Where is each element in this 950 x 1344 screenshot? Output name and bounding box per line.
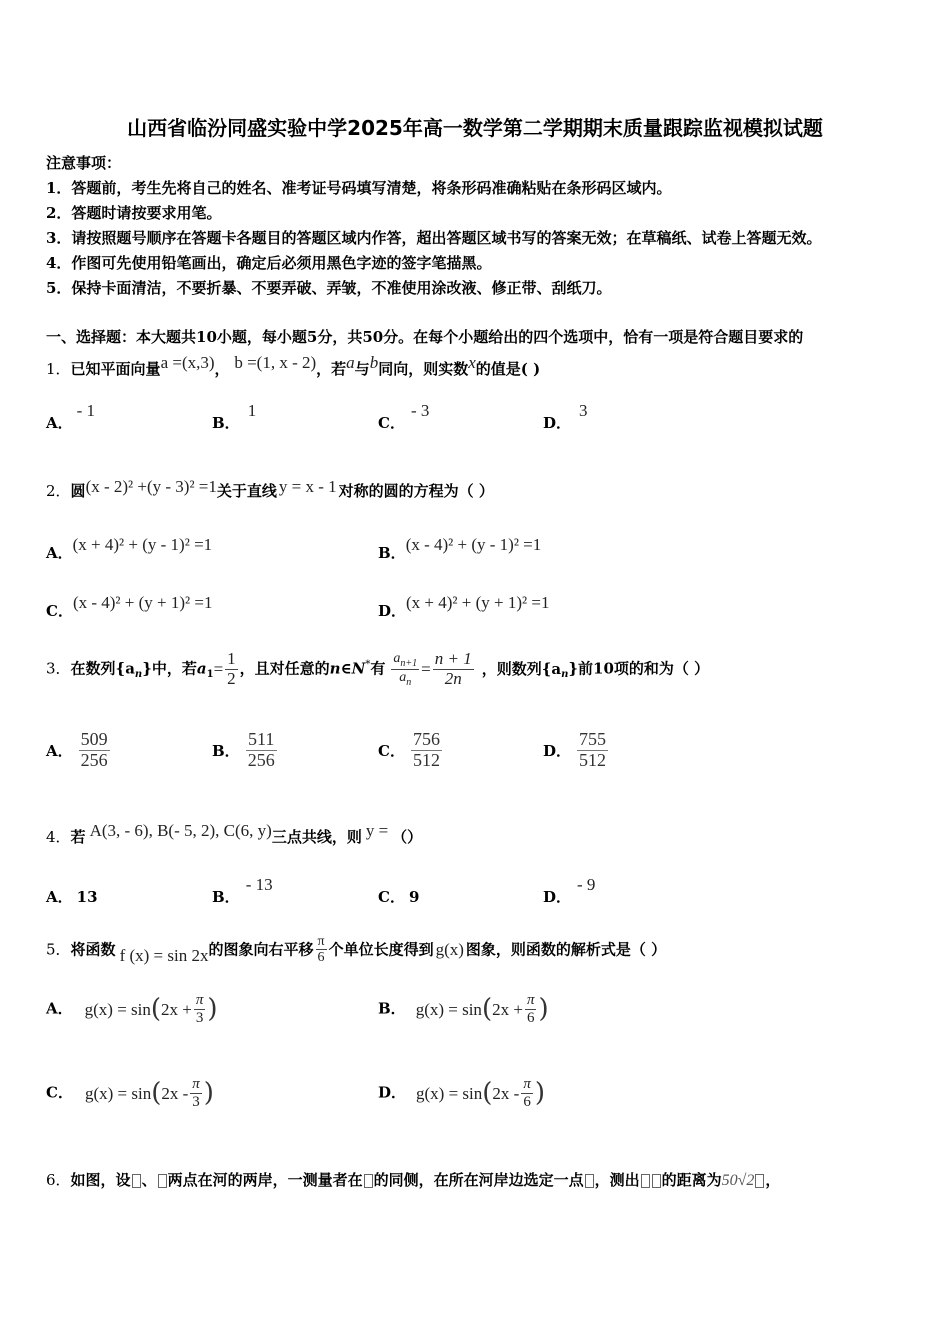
missing-glyph-icon bbox=[585, 1174, 594, 1188]
subscript: n bbox=[406, 676, 412, 688]
fraction-num: a bbox=[393, 650, 401, 666]
question-text: 若 bbox=[70, 828, 86, 846]
option-a[interactable] bbox=[46, 730, 112, 771]
question-text: 如图，设 bbox=[70, 1171, 131, 1189]
question-text: （） bbox=[392, 828, 423, 846]
option-d[interactable] bbox=[543, 401, 588, 433]
fraction bbox=[391, 651, 419, 688]
fraction-num: π bbox=[317, 934, 325, 949]
option-value: 13 bbox=[76, 888, 98, 906]
subscript: 1 bbox=[206, 669, 214, 681]
missing-glyph-icon bbox=[364, 1174, 373, 1188]
option-label: B． bbox=[378, 544, 406, 562]
fraction bbox=[194, 992, 206, 1026]
question-text: 关于直线 bbox=[216, 482, 277, 500]
fraction bbox=[246, 730, 277, 771]
fraction bbox=[190, 1076, 202, 1110]
question-text: }前10项的和为（ ） bbox=[568, 659, 710, 678]
math-op: = bbox=[213, 659, 224, 679]
fraction bbox=[577, 730, 608, 771]
fraction-num: 511 bbox=[246, 730, 277, 751]
question-number: 1． bbox=[46, 360, 71, 378]
option-value: (x + 4)² + (y + 1)² =1 bbox=[406, 593, 550, 612]
option-label: A． bbox=[46, 888, 73, 906]
math-expr: f (x) = sin 2x bbox=[119, 946, 209, 966]
question-5 bbox=[46, 934, 666, 966]
fraction-den: 6 bbox=[523, 1093, 531, 1110]
question-number: 5． bbox=[46, 940, 71, 959]
question-text: ， bbox=[214, 360, 230, 378]
question-1 bbox=[46, 353, 541, 379]
notice-item: 5．保持卡面清洁，不要折暴、不要弄破、弄皱，不准使用涂改液、修正带、刮纸刀。 bbox=[46, 279, 612, 297]
fraction-num: 755 bbox=[579, 729, 607, 749]
notice-item: 3．请按照题号顺序在答题卡各题目的答题区域内作答，超出答题区域书写的答案无效；在草稿纸、试卷上答题无效。 bbox=[46, 229, 822, 247]
fraction-num: 1 bbox=[227, 649, 236, 668]
notice-item: 2．答题时请按要求用笔。 bbox=[46, 204, 222, 222]
option-expr: g(x) = sin bbox=[84, 1083, 152, 1103]
option-c[interactable] bbox=[46, 592, 213, 620]
question-text: 对称的圆的方程为（ ） bbox=[338, 482, 494, 500]
option-b[interactable]: B． g(x) = sin(2x + $\frac{\pi}{6}$ ) bbox=[378, 992, 549, 1026]
fraction-den: a bbox=[399, 669, 407, 685]
question-text: 图象，则函数的解析式是（ ） bbox=[465, 940, 667, 959]
question-text: 与 bbox=[354, 360, 370, 378]
section-heading: 一、选择题：本大题共10小题，每小题5分，共50分。在每个小题给出的四个选项中，恰有一项是符合题目要求的 bbox=[46, 328, 804, 346]
math-expr: a =(x,3) bbox=[160, 353, 215, 372]
math-expr: A(3, - 6), B(- 5, 2), C(6, y) bbox=[89, 821, 272, 840]
notice-item: 4．作图可先使用铅笔画出，确定后必须用黑色字迹的签字笔描黑。 bbox=[46, 254, 492, 272]
fraction bbox=[225, 650, 238, 688]
fraction-num: 756 bbox=[412, 729, 440, 749]
option-label: A． bbox=[46, 414, 73, 432]
option-b[interactable] bbox=[212, 730, 279, 771]
option-a[interactable] bbox=[46, 401, 96, 433]
math-expr: y = x - 1 bbox=[278, 477, 337, 496]
fraction-num: π bbox=[192, 1076, 200, 1092]
math-expr: 50√2 bbox=[721, 1172, 755, 1189]
option-d[interactable]: D． g(x) = sin(2x - $\frac{\pi}{6}$ ) bbox=[378, 1076, 546, 1110]
option-label: B． bbox=[212, 741, 240, 760]
math-expr: a bbox=[346, 353, 355, 372]
option-label: C． bbox=[46, 1083, 73, 1102]
option-label: C． bbox=[378, 888, 405, 906]
missing-glyph-icon bbox=[641, 1174, 650, 1188]
option-d[interactable] bbox=[543, 875, 596, 907]
fraction bbox=[79, 730, 110, 771]
question-text: ，则数列{a bbox=[481, 659, 562, 678]
fraction bbox=[433, 650, 474, 688]
option-b[interactable] bbox=[212, 401, 257, 433]
question-text: ，测出 bbox=[594, 1171, 640, 1189]
question-text: 的图象向右平移 bbox=[208, 940, 314, 959]
question-text: 有 bbox=[370, 659, 386, 678]
option-expr: g(x) = sin bbox=[415, 999, 482, 1019]
fraction-den: 512 bbox=[579, 749, 607, 770]
option-label: B． bbox=[378, 999, 406, 1018]
option-value: 3 bbox=[579, 401, 588, 420]
fraction-num: π bbox=[195, 992, 204, 1008]
subscript: n bbox=[134, 669, 143, 681]
fraction bbox=[521, 1076, 533, 1110]
option-label: D． bbox=[543, 888, 572, 906]
question-text: 的同侧，在所在河岸边选定一点 bbox=[373, 1171, 584, 1189]
option-value: - 1 bbox=[76, 401, 96, 420]
option-d[interactable] bbox=[378, 592, 550, 620]
option-a[interactable] bbox=[46, 886, 98, 907]
question-4 bbox=[46, 821, 423, 847]
question-2 bbox=[46, 477, 494, 501]
missing-glyph-icon bbox=[755, 1174, 764, 1188]
question-text: 三点共线，则 bbox=[271, 828, 362, 846]
notice-heading: 注意事项： bbox=[46, 154, 122, 172]
question-6 bbox=[46, 1169, 780, 1190]
question-text: ，且对任意的 bbox=[239, 659, 330, 678]
option-label: D． bbox=[543, 414, 572, 432]
option-b[interactable] bbox=[378, 534, 542, 562]
option-label: B． bbox=[212, 888, 240, 906]
option-label: D． bbox=[378, 602, 407, 620]
option-value: - 13 bbox=[245, 875, 273, 894]
fraction bbox=[411, 730, 442, 771]
fraction-num: 509 bbox=[80, 729, 108, 749]
math-expr: n∈N bbox=[329, 659, 366, 678]
option-c[interactable] bbox=[378, 401, 430, 433]
math-expr: y = bbox=[365, 821, 389, 840]
option-value: (x - 4)² + (y + 1)² =1 bbox=[72, 593, 213, 612]
question-number: 2． bbox=[46, 482, 71, 500]
page-title: 山西省临汾同盛实验中学2025年高一数学第二学期期末质量跟踪监视模拟试题 bbox=[127, 116, 823, 140]
question-text: 圆 bbox=[70, 482, 86, 500]
option-expr: g(x) = sin bbox=[84, 999, 151, 1019]
fraction-num: π bbox=[526, 992, 535, 1008]
fraction-den: 2n bbox=[444, 668, 462, 688]
option-expr: 2x - bbox=[492, 1083, 520, 1103]
question-text: }中，若 bbox=[142, 659, 197, 678]
fraction bbox=[316, 934, 327, 966]
option-label: B． bbox=[212, 414, 240, 432]
option-a[interactable] bbox=[46, 534, 213, 562]
question-text: 同向，则实数 bbox=[378, 360, 469, 378]
option-a[interactable]: A． g(x) = sin(2x + $\frac{\pi}{3}$ ) bbox=[46, 992, 218, 1026]
question-3: 3．在数列$\{a_n\}$中，若$a_1=$ $\frac{1}{2}$ ，且对任意的n∈N*有 $\frac{a_{n+1}}{a_n}$ = $\frac{n + 1}{2n}$ ，则数列$\{a_n\}$前10项的和为（ ） bbox=[46, 649, 710, 688]
option-label: D． bbox=[378, 1083, 407, 1102]
option-label: C． bbox=[378, 414, 405, 432]
question-text: ， bbox=[765, 1171, 781, 1189]
option-value: 1 bbox=[247, 401, 257, 420]
subscript: n+1 bbox=[400, 657, 418, 669]
math-expr: b bbox=[369, 353, 379, 372]
math-expr: (x - 2)² +(y - 3)² =1 bbox=[85, 477, 217, 496]
question-text: 在数列{a bbox=[70, 659, 135, 678]
subscript: n bbox=[561, 669, 569, 681]
option-label: A． bbox=[46, 544, 73, 562]
option-expr: 2x + bbox=[492, 999, 523, 1019]
option-c[interactable] bbox=[378, 730, 444, 771]
math-expr: g(x) bbox=[435, 940, 464, 960]
fraction-den: 2 bbox=[227, 668, 236, 688]
question-text: ，若 bbox=[316, 360, 347, 378]
option-label: A． bbox=[46, 999, 73, 1018]
math-var: a bbox=[196, 659, 207, 678]
option-c[interactable]: C． g(x) = sin(2x - $\frac{\pi}{3}$ ) bbox=[46, 1076, 214, 1110]
missing-glyph-icon bbox=[158, 1174, 167, 1188]
math-expr: x bbox=[468, 353, 476, 372]
option-expr: g(x) = sin bbox=[416, 1083, 483, 1103]
option-c[interactable] bbox=[378, 886, 419, 907]
option-label: A． bbox=[46, 741, 73, 760]
fraction-den: 256 bbox=[247, 749, 275, 770]
question-text: 的距离为 bbox=[661, 1171, 722, 1189]
fraction-den: 512 bbox=[412, 749, 440, 770]
option-value: - 9 bbox=[577, 875, 596, 894]
math-expr: b =(1, x - 2) bbox=[234, 353, 317, 372]
option-label: D． bbox=[543, 741, 572, 760]
option-value: (x - 4)² + (y - 1)² =1 bbox=[405, 535, 542, 554]
question-text: 的值是( ) bbox=[475, 360, 541, 378]
option-b[interactable] bbox=[212, 875, 273, 907]
superscript: * bbox=[365, 659, 371, 671]
fraction-den: 3 bbox=[192, 1093, 200, 1110]
question-number: 6． bbox=[46, 1171, 71, 1189]
option-d[interactable] bbox=[543, 730, 610, 771]
option-expr: 2x + bbox=[161, 999, 192, 1019]
option-value: - 3 bbox=[410, 401, 430, 420]
question-number: 3． bbox=[46, 659, 71, 678]
fraction bbox=[525, 992, 537, 1026]
question-text: 、 bbox=[141, 1171, 157, 1189]
question-text: 将函数 bbox=[70, 940, 116, 959]
fraction-num: n + 1 bbox=[434, 649, 472, 668]
option-label: C． bbox=[46, 602, 73, 620]
fraction-den: 3 bbox=[195, 1009, 204, 1026]
option-value: (x + 4)² + (y - 1)² =1 bbox=[72, 535, 213, 554]
option-label: C． bbox=[378, 741, 405, 760]
question-text: 两点在河的两岸，一测量者在 bbox=[167, 1171, 363, 1189]
fraction-den: 256 bbox=[80, 749, 108, 770]
question-number: 4． bbox=[46, 828, 71, 846]
fraction-den: 6 bbox=[526, 1009, 535, 1026]
fraction-den: 6 bbox=[317, 950, 325, 966]
notice-item: 1．答题前，考生先将自己的姓名、准考证号码填写清楚，将条形码准确粘贴在条形码区域内。 bbox=[46, 179, 672, 197]
option-expr: 2x - bbox=[161, 1083, 189, 1103]
option-value: 9 bbox=[408, 888, 420, 906]
missing-glyph-icon bbox=[132, 1174, 141, 1188]
question-text: 已知平面向量 bbox=[70, 360, 161, 378]
missing-glyph-icon bbox=[652, 1174, 661, 1188]
fraction-num: π bbox=[523, 1076, 531, 1092]
question-text: 个单位长度得到 bbox=[328, 940, 434, 959]
